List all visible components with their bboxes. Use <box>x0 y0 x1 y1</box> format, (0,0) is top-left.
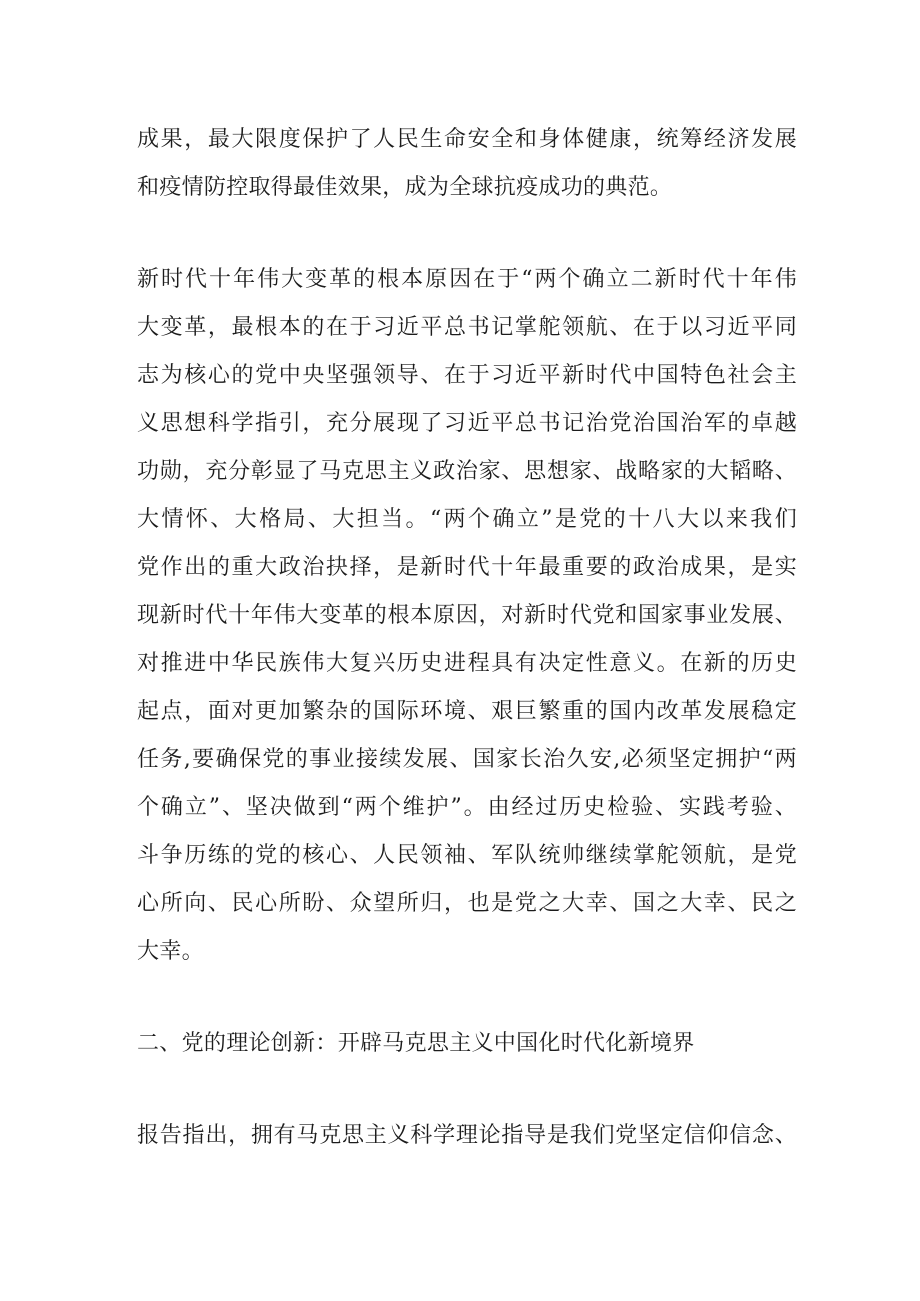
paragraph-2-line-11: 任务,要确保党的事业接续发展、国家长治久安,必须坚定拥护“两 <box>137 747 797 772</box>
paragraph-2-line-14: 心所向、民心所盼、众望所归，也是党之大幸、国之大幸、民之 <box>137 891 797 916</box>
paragraph-2-line-4: 义思想科学指引，充分展现了习近平总书记治党治国治军的卓越 <box>137 411 797 436</box>
paragraph-3-line-1: 报告指出，拥有马克思主义科学理论指导是我们党坚定信仰信念、 <box>137 1123 797 1148</box>
paragraph-2-line-8: 现新时代十年伟大变革的根本原因，对新时代党和国家事业发展、 <box>137 603 797 628</box>
paragraph-2-line-12: 个确立”、坚决做到“两个维护”。由经过历史检验、实践考验、 <box>137 795 797 820</box>
paragraph-2-line-6: 大情怀、大格局、大担当。“两个确立”是党的十八大以来我们 <box>137 507 797 532</box>
paragraph-1-line-1: 成果，最大限度保护了人民生命安全和身体健康，统筹经济发展 <box>137 127 797 152</box>
paragraph-2-line-1: 新时代十年伟大变革的根本原因在于“两个确立二新时代十年伟 <box>137 267 797 292</box>
paragraph-2-line-7: 党作出的重大政治抉择，是新时代十年最重要的政治成果，是实 <box>137 555 797 580</box>
paragraph-2-line-9: 对推进中华民族伟大复兴历史进程具有决定性意义。在新的历史 <box>137 651 797 676</box>
paragraph-2-line-15: 大幸。 <box>137 939 204 964</box>
paragraph-2-line-2: 大变革，最根本的在于习近平总书记掌舵领航、在于以习近平同 <box>137 315 797 340</box>
paragraph-2-line-3: 志为核心的党中央坚强领导、在于习近平新时代中国特色社会主 <box>137 363 797 388</box>
section-heading: 二、党的理论创新：开辟马克思主义中国化时代化新境界 <box>137 1031 695 1056</box>
paragraph-2-line-13: 斗争历练的党的核心、人民领袖、军队统帅继续掌舵领航，是党 <box>137 843 797 868</box>
paragraph-2-line-10: 起点，面对更加繁杂的国际环境、艰巨繁重的国内改革发展稳定 <box>137 699 797 724</box>
paragraph-1-line-2: 和疫情防控取得最佳效果，成为全球抗疫成功的典范。 <box>137 175 673 200</box>
paragraph-2-line-5: 功勋，充分彰显了马克思主义政治家、思想家、战略家的大韬略、 <box>137 459 797 484</box>
